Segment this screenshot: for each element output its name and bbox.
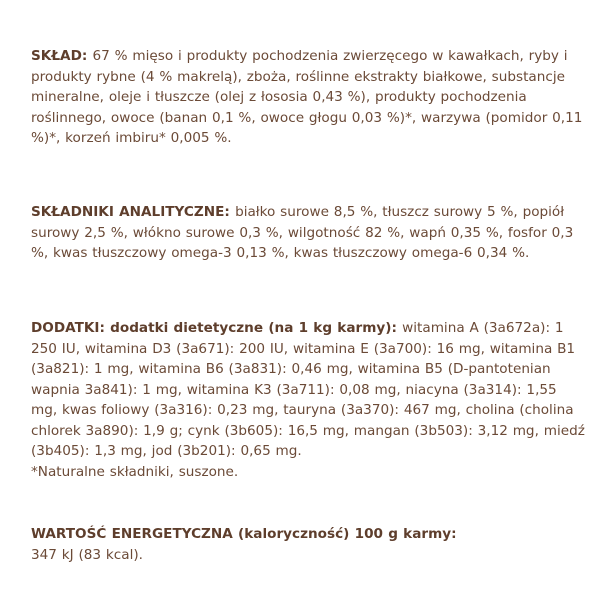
composition-label: SKŁAD: [31, 48, 93, 64]
composition-section [31, 46, 587, 149]
composition-text: 67 % mięso i produkty pochodzenia zwierzęcego w kawałkach, ryby i produkty rybne (4 % makrelą), zboża, roślinne ekstrakty białkowe, substancje mineralne, oleje i tłuszcze (olej z łososia 0,43 %), produkty pochodzenia roślinnego, owoce (banan 0,1 %, owoce głogu 0,03 %)*, warzywa (pomidor 0,11 %)*, korzeń imbiru* 0,005 %. [31, 48, 583, 146]
additives-section [31, 318, 587, 482]
additives-label: DODATKI: [31, 320, 111, 336]
energy-text: 347 kJ (83 kcal). [31, 546, 143, 563]
analytical-label: SKŁADNIKI ANALITYCZNE: [31, 204, 236, 220]
additives-sublabel: dodatki dietetyczne (na 1 kg karmy): [110, 320, 403, 336]
analytical-text: białko surowe 8,5 %, tłuszcz surowy 5 %, popiół surowy 2,5 %, włókno surowe 0,3 %, wilgotność 82 %, wapń 0,35 %, fosfor 0,3 %, kwas tłuszczowy omega-3 0,13 %, kwas tłuszczowy omega-6 0,34 %. [31, 204, 574, 261]
energy-section [31, 524, 587, 565]
analytical-section [31, 202, 587, 264]
additives-footnote: *Naturalne składniki, suszone. [31, 463, 239, 480]
energy-label: WARTOŚĆ ENERGETYCZNA (kaloryczność) 100 g karmy: [31, 526, 457, 542]
additives-text: witamina A (3a672a): 1 250 IU, witamina D3 (3a671): 200 IU, witamina E (3a700): 16 mg, witamina B1 (3a821): 1 mg, witamina B6 (3a831): 0,46 mg, witamina B5 (D-pantotenian wapnia 3a841): 1 mg, witamina K3 (3a711): 0,08 mg, niacyna (3a314): 1,55 mg, kwas foliowy (3a316): 0,23 mg, tauryna (3a370): 467 mg, cholina (cholina chlorek 3a890): 1,9 g; cynk (3b605): 16,5 mg, mangan (3b503): 3,12 mg, miedź (3b405): 1,3 mg, jod (3b201): 0,65 mg. [31, 320, 585, 459]
